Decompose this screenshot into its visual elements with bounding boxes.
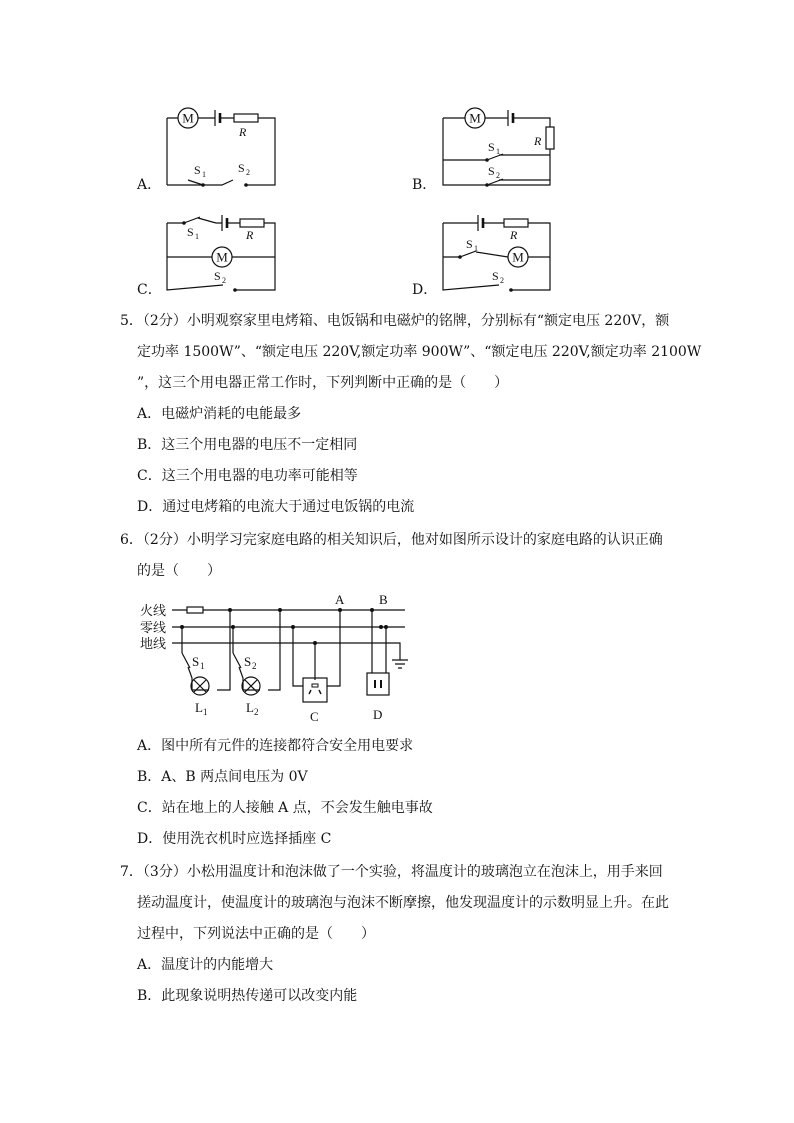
branch-l2-wire [233,610,280,690]
node-dot [278,608,282,612]
s1-blade [184,217,200,223]
node-dot [384,625,388,629]
s1-label: S [192,654,200,669]
s1-sub: 1 [200,661,205,671]
node-dot [338,608,342,612]
s2-label: S [238,161,245,175]
socket-d-label: D [373,707,383,722]
q6-stem-line2: 的是（ ） [137,563,221,579]
motor-label: M [469,110,481,126]
household-circuit-diagram [135,590,425,725]
s2-sub: 2 [246,168,250,177]
q4-option-b-letter[interactable]: B． [412,177,437,193]
q4-option-a-letter[interactable]: A． [137,177,162,193]
lamp-l2-label: L [246,700,254,715]
socket-d-wire [372,610,386,673]
socket-d-icon [367,673,389,695]
resistor-icon [240,219,264,227]
q6-option-c[interactable]: C．站在地上的人接触 A 点，不会发生触电事故 [137,800,433,816]
s1-dot [201,183,205,187]
s1-blade [182,653,190,668]
q5-option-d[interactable]: D．通过电烤箱的电流大于通过电饭锅的电流 [137,499,415,515]
q6-stem-line1: 6．（2分）小明学习完家庭电路的相关知识后，他对如图所示设计的家庭电路的认识正确 [120,532,663,548]
ground-symbol-icon [392,643,408,668]
s1-dot [182,221,186,225]
motor-label: M [216,249,228,265]
q6-option-d[interactable]: D．使用洗衣机时应选择插座 C [137,831,332,847]
q4-circuit-c [160,205,310,300]
q5-stem-line3: ”，这三个用电器正常工作时，下列判断中正确的是（ ） [137,375,509,391]
s2-label: S [214,269,221,283]
node-dot [379,625,383,629]
q5-option-b[interactable]: B．这三个用电器的电压不一定相同 [137,437,358,453]
s1-label: S [466,237,473,251]
q4-option-c-letter[interactable]: C． [137,282,162,298]
s2-label: S [488,164,495,178]
socket-c-hole-top [312,684,318,687]
q7-option-a[interactable]: A．温度计的内能增大 [137,957,274,973]
s2-sub: 2 [252,661,257,671]
node-dot [291,625,295,629]
s2-sub: 2 [500,276,504,285]
resistor-icon [234,114,258,122]
q4-circuit-b [436,100,586,195]
circuit-a-wire [167,118,275,185]
resistor-icon [546,127,554,149]
lamp-l1-sub: 1 [203,707,208,717]
s2-dot [485,183,489,187]
q6-option-a[interactable]: A．图中所有元件的连接都符合安全用电要求 [137,738,414,754]
q5-option-a[interactable]: A．电磁炉消耗的电能最多 [137,406,302,422]
motor-label: M [182,110,194,126]
socket-c-hole-sides [309,690,321,694]
s2-dot [244,183,248,187]
s1-sub: 1 [496,147,500,156]
q5-stem-line1: 5．（2分）小明观察家里电烤箱、电饭锅和电磁炉的铭牌，分别标有“额定电压 220V，额 [120,313,670,329]
fuse-icon [187,607,203,613]
lamp-l1-label: L [195,700,203,715]
s1-label: S [187,225,194,239]
resistor-icon [504,219,528,227]
neutral-wire-label: 零线 [140,620,167,635]
s1-sub: 1 [474,244,478,253]
q6-option-b[interactable]: B．A、B 两点间电压为 0V [137,769,308,785]
s2-blade [233,653,241,668]
q4-circuit-d [436,205,586,300]
q7-stem-line2: 搓动温度计，使温度计的玻璃泡与泡沫不断摩擦，他发现温度计的示数明显上升。在此 [137,895,669,911]
q5-stem-line2: 定功率 1500W”、“额定电压 220V,额定功率 900W”、“额定电压 220V,额定功率 2100W [137,344,702,360]
node-dot [231,625,235,629]
q4-circuit-a [160,100,310,195]
resistor-label: R [239,125,247,139]
s2-label: S [492,269,499,283]
lamp-l2-sub: 2 [254,707,259,717]
q7-stem-line1: 7．（3分）小松用温度计和泡沫做了一个实验，将温度计的玻璃泡立在泡沫上，用手来回 [120,864,663,880]
resistor-label: R [534,134,542,148]
point-b-label: B [379,592,388,607]
s1-dot [485,158,489,162]
resistor-label: R [510,228,518,242]
s1-dot [458,255,462,259]
socket-c-label: C [310,709,319,724]
socket-d-holes [375,680,381,688]
s1-sub: 1 [202,170,206,179]
q4-option-d-letter[interactable]: D． [412,282,438,298]
s2-sub: 2 [496,171,500,180]
node-dot [228,608,232,612]
branch-l1-wire [182,610,230,690]
resistor-label: R [246,228,254,242]
q5-option-c[interactable]: C．这三个用电器的电功率可能相等 [137,468,358,484]
node-dot [313,641,317,645]
s2-dot [509,288,513,292]
node-dot [180,625,184,629]
s1-sub: 1 [195,232,199,241]
s1-contact [188,180,203,185]
s2-label: S [244,654,252,669]
socket-c-wire [293,610,340,686]
motor-label: M [512,249,524,265]
socket-c-icon [303,678,327,702]
q7-option-b[interactable]: B．此现象说明热传递可以改变内能 [137,988,358,1004]
s2-sub: 2 [222,276,226,285]
q7-stem-line3: 过程中，下列说法中正确的是（ ） [137,926,375,942]
node-dot [370,608,374,612]
point-a-label: A [335,592,345,607]
ground-wire-label: 地线 [140,636,167,651]
fire-wire-label: 火线 [140,603,167,618]
s1-label: S [488,140,495,154]
s2-dot [233,288,237,292]
s1-label: S [194,163,201,177]
